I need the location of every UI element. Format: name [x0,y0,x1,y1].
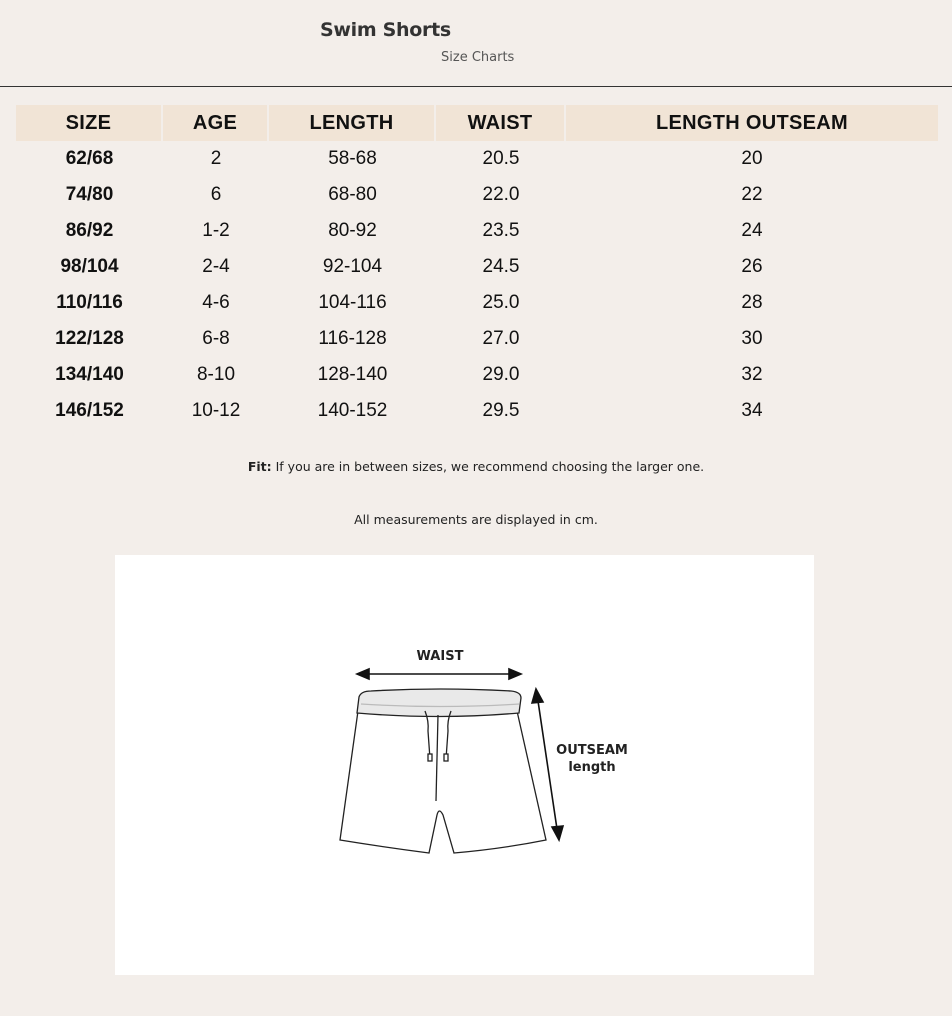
table-row [16,213,938,249]
cell-size: 110/116 [56,292,123,313]
cell-size: 86/92 [65,220,114,241]
cell-length: 68-80 [328,184,377,205]
shorts-measurement-diagram [115,555,814,975]
cell-size: 122/128 [55,328,124,349]
fit-note [0,459,952,474]
cell-length: 140-152 [317,400,388,421]
measurements-note: All measurements are displayed in cm. [354,512,598,527]
product-title: Swim Shorts [320,19,451,41]
cell-age: 8-10 [196,364,236,385]
waist-arrow [357,669,521,679]
cell-length-outseam: 28 [741,292,763,313]
cell-length-outseam: 26 [741,256,763,277]
cell-length: 58-68 [328,148,377,169]
cell-age: 6-8 [202,328,230,349]
table-header-row [16,105,938,141]
table-row [16,285,938,321]
cell-waist: 24.5 [482,256,520,277]
cell-length-outseam: 20 [741,148,763,169]
table-row [16,393,938,429]
cell-age: 4-6 [202,292,230,313]
cell-age: 2 [210,148,222,169]
cell-size: 146/152 [55,400,124,421]
cell-length: 80-92 [328,220,377,241]
cell-size: 62/68 [65,148,114,169]
outseam-label-line2: length [568,760,616,775]
cell-size: 134/140 [55,364,124,385]
shorts-illustration [115,555,814,975]
cell-size: 74/80 [65,184,114,205]
outseam-label [552,742,632,776]
size-chart-table [16,105,938,429]
cell-waist: 23.5 [482,220,520,241]
cell-length-outseam: 30 [741,328,763,349]
cell-length-outseam: 24 [741,220,763,241]
cell-age: 6 [210,184,222,205]
cell-waist: 29.5 [482,400,520,421]
shorts-outline [340,689,546,853]
cell-waist: 25.0 [482,292,520,313]
cell-size: 98/104 [60,256,119,277]
column-header-age: AGE [163,105,269,141]
outseam-label-line1: OUTSEAM [556,743,628,758]
cell-length: 128-140 [317,364,388,385]
cell-length: 116-128 [318,328,387,349]
column-header-length-outseam: LENGTH OUTSEAM [566,105,938,141]
size-charts-subtitle: Size Charts [441,50,515,65]
table-row [16,249,938,285]
cell-age: 1-2 [202,220,230,241]
table-row [16,177,938,213]
cell-waist: 29.0 [482,364,520,385]
column-header-size: SIZE [16,105,163,141]
cell-length-outseam: 32 [741,364,763,385]
cell-waist: 22.0 [482,184,520,205]
fit-label: Fit: [247,459,272,474]
cell-length-outseam: 22 [741,184,763,205]
cell-length-outseam: 34 [741,400,763,421]
column-header-length: LENGTH [269,105,436,141]
cell-age: 2-4 [202,256,230,277]
fit-text: If you are in between sizes, we recommend choosing the larger one. [271,459,705,474]
cell-waist: 27.0 [482,328,520,349]
waist-label: WAIST [416,649,464,664]
cell-age: 10-12 [191,400,241,421]
table-row [16,321,938,357]
header-divider [0,86,952,87]
cell-length: 92-104 [322,256,383,277]
table-row [16,141,938,177]
cell-length: 104-116 [318,292,387,313]
cell-waist: 20.5 [482,148,520,169]
table-row [16,357,938,393]
column-header-waist: WAIST [436,105,566,141]
